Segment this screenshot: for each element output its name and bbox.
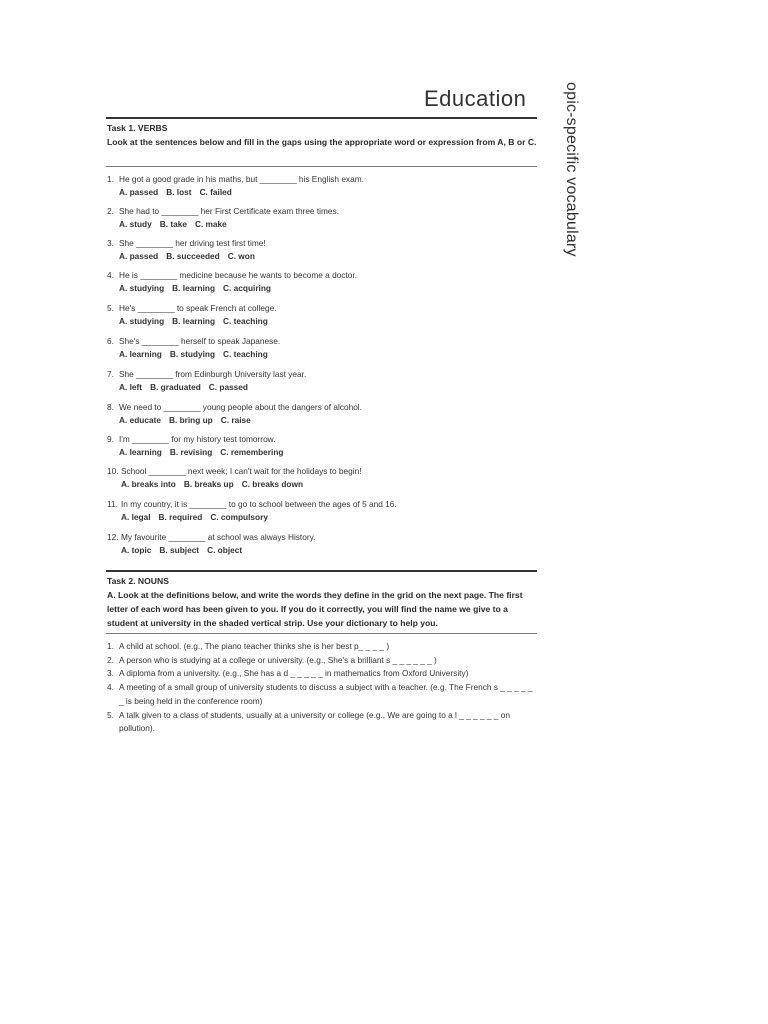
option-b[interactable]: B. subject [159, 545, 200, 555]
question-text: She's ________ herself to speak Japanese. [119, 336, 281, 346]
question-11 [107, 498, 537, 524]
question-9 [107, 433, 537, 459]
question-options [107, 381, 537, 394]
question-options [107, 414, 537, 427]
option-c[interactable]: C. failed [199, 187, 232, 197]
option-b[interactable]: B. revising [169, 447, 213, 457]
question-stem [107, 498, 537, 511]
option-c[interactable]: C. make [194, 219, 227, 229]
question-10 [107, 465, 537, 491]
question-stem [107, 302, 537, 315]
option-c[interactable]: C. passed [208, 382, 248, 392]
option-a[interactable]: A. study [119, 219, 152, 229]
question-number: 6. [107, 336, 114, 346]
question-stem [107, 237, 537, 250]
option-b[interactable]: B. bring up [168, 415, 213, 425]
question-number: 1. [107, 174, 114, 184]
option-b[interactable]: B. lost [166, 187, 192, 197]
option-c[interactable]: C. raise [220, 415, 251, 425]
task1-rule [106, 166, 537, 167]
option-a[interactable]: A. passed [119, 187, 159, 197]
definition-text: A child at school. (e.g., The piano teacher thinks she is her best p_ _ _ _ ) [119, 641, 390, 651]
option-b[interactable]: B. required [158, 512, 203, 522]
option-c[interactable]: C. acquiring [223, 283, 271, 293]
question-7 [107, 368, 537, 394]
definition-text: A diploma from a university. (e.g., She has a d _ _ _ _ _ in mathematics from Oxford University) [119, 668, 469, 679]
question-options [107, 218, 537, 231]
question-stem [107, 368, 537, 381]
question-2 [107, 205, 537, 231]
definition-text: A meeting of a small group of university students to discuss a subject with a teacher. (e.g. The French s _ _ _ _ _ _ is being held in the conference room) [119, 682, 533, 706]
task1-title: Task 1. VERBS [107, 123, 168, 133]
option-c[interactable]: C. remembering [220, 447, 284, 457]
option-b[interactable]: B. learning [172, 316, 216, 326]
question-4 [107, 269, 537, 295]
task2-instruction: A. Look at the definitions below, and write the words they define in the grid on the next page. The first letter of each word has been given to you. If you do it correctly, you will find the name we give to a student at university in the shaded vertical strip. Use your dictionary to help you. [107, 590, 523, 628]
option-b[interactable]: B. succeeded [166, 251, 220, 261]
option-b[interactable]: B. learning [172, 283, 216, 293]
question-options [107, 186, 537, 199]
option-a[interactable]: A. legal [121, 512, 151, 522]
question-options [107, 478, 537, 491]
definition-item [107, 709, 539, 736]
question-3 [107, 237, 537, 263]
definition-item [107, 667, 539, 681]
header-rule [106, 117, 537, 119]
option-b[interactable]: B. take [159, 219, 187, 229]
definition-number: 3. [107, 668, 114, 679]
option-c[interactable]: C. teaching [223, 349, 268, 359]
question-stem [107, 401, 537, 414]
definition-text: A talk given to a class of students, usually at a university or college (e.g., We are going to a l _ _ _ _ _ _ on pollution). [119, 709, 510, 734]
option-c[interactable]: C. compulsory [210, 512, 268, 522]
side-label: opic-specific vocabulary [563, 82, 580, 257]
question-text: We need to ________ young people about the dangers of alcohol. [119, 402, 362, 412]
question-options [107, 250, 537, 263]
question-options [107, 282, 537, 295]
question-number: 12. [107, 532, 119, 542]
option-a[interactable]: A. educate [119, 415, 161, 425]
option-b[interactable]: B. breaks up [183, 479, 234, 489]
option-a[interactable]: A. breaks into [121, 479, 176, 489]
question-number: 2. [107, 206, 114, 216]
question-number: 7. [107, 369, 114, 379]
option-a[interactable]: A. passed [119, 251, 159, 261]
question-options [107, 446, 537, 459]
option-c[interactable]: C. won [227, 251, 255, 261]
task2-items [107, 640, 539, 736]
question-options [107, 315, 537, 328]
question-text: She ________ from Edinburgh University last year. [119, 369, 307, 379]
definition-item [107, 681, 539, 708]
page-title: Education [424, 86, 527, 111]
question-number: 3. [107, 238, 114, 248]
question-number: 4. [107, 270, 114, 280]
task2-top-rule [106, 570, 537, 572]
question-12 [107, 531, 537, 557]
question-5 [107, 302, 537, 328]
question-stem [107, 465, 537, 478]
task2-header [107, 574, 539, 630]
question-text: She had to ________ her First Certificate exam three times. [119, 206, 339, 216]
task2-title: Task 2. NOUNS [107, 576, 169, 586]
definition-number: 4. [107, 682, 114, 693]
question-text: I'm ________ for my history test tomorrow. [119, 434, 276, 444]
question-stem [107, 531, 537, 544]
question-number: 8. [107, 402, 114, 412]
task1-instruction: Look at the sentences below and fill in the gaps using the appropriate word or expression from A, B or C. [107, 137, 537, 147]
option-c[interactable]: C. teaching [223, 316, 268, 326]
question-1 [107, 173, 537, 199]
option-b[interactable]: B. graduated [150, 382, 201, 392]
option-b[interactable]: B. studying [169, 349, 216, 359]
definition-item [107, 654, 539, 668]
question-text: He's ________ to speak French at college. [119, 303, 277, 313]
question-stem [107, 335, 537, 348]
question-text: He is ________ medicine because he wants to become a doctor. [119, 270, 357, 280]
definition-text: A person who is studying at a college or university. (e.g., She's a brilliant s _ _ _ _ _ _ ) [119, 654, 437, 665]
question-stem [107, 433, 537, 446]
task1-header [107, 121, 539, 149]
question-options [107, 511, 537, 524]
option-a[interactable]: A. learning [119, 349, 162, 359]
definition-number: 5. [107, 709, 114, 720]
option-a[interactable]: A. topic [121, 545, 152, 555]
option-a[interactable]: A. learning [119, 447, 162, 457]
question-number: 10. [107, 466, 119, 476]
question-number: 5. [107, 303, 114, 313]
option-a[interactable]: A. left [119, 382, 143, 392]
task2-rule [106, 633, 537, 634]
option-a[interactable]: A. studying [119, 316, 165, 326]
question-text: She ________ her driving test first time! [119, 238, 266, 248]
question-number: 11. [107, 499, 118, 509]
question-text: In my country, it is ________ to go to school between the ages of 5 and 16. [121, 499, 397, 509]
definition-item [107, 640, 539, 654]
question-stem [107, 269, 537, 282]
question-options [107, 348, 537, 361]
question-8 [107, 401, 537, 427]
question-number: 9. [107, 434, 114, 444]
question-6 [107, 335, 537, 361]
question-stem [107, 173, 537, 186]
option-a[interactable]: A. studying [119, 283, 165, 293]
definition-number: 1. [107, 641, 114, 651]
option-c[interactable]: C. breaks down [241, 479, 304, 489]
definition-number: 2. [107, 654, 114, 665]
question-stem [107, 205, 537, 218]
question-text: He got a good grade in his maths, but ________ his English exam. [119, 174, 364, 184]
question-text: My favourite ________ at school was always History. [121, 532, 316, 542]
question-text: School ________ next week; I can't wait for the holidays to begin! [121, 466, 362, 476]
option-c[interactable]: C. object [207, 545, 243, 555]
question-options [107, 544, 537, 557]
